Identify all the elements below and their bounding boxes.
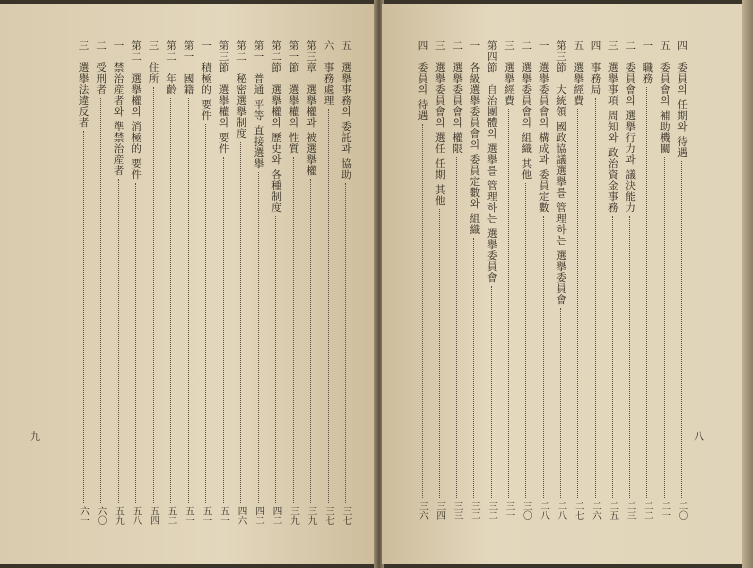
right-toc-entry-title: 三 選擧事項 周知와 政治資金事務 [606,40,619,213]
right-toc-entry-page: 二七 [572,501,584,520]
left-toc-entry-page: 六〇 [95,506,107,525]
left-toc-entry [148,40,159,525]
right-toc-entry-page: 三〇 [520,501,532,520]
left-toc-entry-title: 第一節 選擧權의 性質 [287,40,300,154]
right-toc-entry [417,40,428,520]
left-toc-entry-page: 五一 [218,506,229,525]
right-toc-leader-dots [577,109,578,498]
left-toc-entry-title: 第三節 選擧權의 要件 [217,40,230,154]
right-toc-entry [486,40,497,520]
right-toc-entry-title: 二 選擧委員會의 權限 [451,40,464,154]
right-toc-leader-dots [525,183,526,498]
page-edges [742,0,753,568]
left-page-number: 九 [30,432,40,443]
right-toc-entry [624,40,635,520]
left-toc-entry [165,40,176,525]
left-toc-entry [95,40,106,525]
left-toc-entry-page: 三九 [288,506,299,525]
right-toc-entry-page: 三六 [417,501,428,520]
right-toc-entry-page: 二五 [607,501,619,520]
right-toc-entry [520,40,531,520]
right-toc-entry [468,40,479,520]
right-toc-entry [641,40,652,520]
left-toc-entry [305,40,316,525]
right-toc-entry [451,40,462,520]
right-toc-entry-title: 第三節 大統領 國政協議選擧를 管理하는 選擧委員會 [554,40,567,305]
left-toc-leader-dots [240,142,241,503]
left-toc-entry-page: 四二 [253,506,264,525]
right-page-number: 八 [694,432,704,443]
right-toc-entry-title: 五 委員會의 補助機關 [658,40,671,154]
right-toc-entry-page: 三一 [503,501,515,520]
left-toc-entry-page: 五一 [200,506,212,525]
right-toc-entry [590,40,601,520]
left-toc-entry [200,40,211,525]
right-toc-entry-title: 二 選擧委員會의 組織 其他 [520,40,533,180]
left-toc-entry [130,40,141,525]
left-toc-entry-title: 三 住所 [147,40,160,84]
left-toc-entry-page: 五九 [113,506,124,525]
right-toc-leader-dots [491,286,492,498]
right-toc-entry-title: 三 選擧委員會의 選任 任期 其他 [433,40,446,206]
left-toc-leader-dots [345,183,346,503]
right-toc-entry-title: 一 各級選擧委員會의 委員定數와 組織 [468,40,481,235]
left-toc-entry-title: 第二 選擧權의 消極的 要件 [130,40,142,180]
left-toc-entry-title: 一 禁治産者와 準禁治産者 [112,40,125,176]
left-toc-leader-dots [188,98,189,503]
right-toc-entry-page: 三三 [451,501,463,520]
left-toc-entry-page: 六一 [78,506,89,525]
left-toc-entry [288,40,299,525]
left-toc-entry-title: 三 選擧法違反者 [77,40,90,128]
left-toc-entry-page: 三九 [305,506,317,525]
left-toc-entry [183,40,194,525]
right-toc-entry [659,40,670,520]
right-toc-leader-dots [629,216,630,498]
left-toc-entry-page: 四六 [235,506,247,525]
right-toc-entry [676,40,687,520]
left-toc-leader-dots [275,216,276,503]
left-toc-entry [323,40,334,525]
left-toc-entry [340,40,351,525]
left-toc-entry [218,40,229,525]
left-toc-leader-dots [223,157,224,503]
left-toc-entry-page: 五二 [165,506,177,525]
right-toc-entry-title: 三 選擧經費 [503,40,515,106]
left-toc-leader-dots [258,172,259,503]
left-toc-entry-page: 四二 [270,506,282,525]
right-toc-leader-dots [681,161,682,498]
left-toc-entry-title: 第二節 選擧權의 歷史와 各種制度 [270,40,282,213]
right-toc-entry [434,40,445,520]
right-toc-leader-dots [422,124,423,498]
left-toc-leader-dots [135,183,136,503]
left-toc-leader-dots [310,179,311,503]
left-toc-leader-dots [205,124,206,503]
left-toc-leader-dots [153,87,154,503]
right-toc-entry-page: 二八 [538,501,550,520]
right-toc-leader-dots [456,157,457,498]
left-toc-entry [78,40,89,525]
left-toc-entry-title: 第一 國籍 [182,40,195,95]
right-toc-entry-page: 二六 [590,501,601,520]
right-toc-entry-page: 三二 [468,501,480,520]
right-toc-entry-title: 一 選擧委員會의 構成과 委員定數 [537,40,550,213]
right-toc-entry-page: 二八 [555,501,567,520]
left-toc-leader-dots [100,98,101,503]
right-toc-entry [503,40,514,520]
right-toc-entry-title: 四 委員의 待遇 [416,40,429,121]
right-toc-leader-dots [664,157,665,498]
left-toc-entry-title: 第二 秘密選擧制度 [235,40,247,139]
right-toc-entry [538,40,549,520]
left-toc-leader-dots [170,98,171,503]
left-toc-entry-page: 三七 [340,506,352,525]
right-toc-entry-page: 二三 [624,501,636,520]
right-toc-leader-dots [612,216,613,498]
left-toc-leader-dots [293,157,294,503]
right-toc-entry-page: 二〇 [676,501,688,520]
left-toc-entry-page: 五四 [148,506,159,525]
right-toc-entry-page: 三二 [486,501,498,520]
right-toc-entry [607,40,618,520]
right-toc-leader-dots [473,238,474,498]
right-toc-entry [555,40,566,520]
right-toc-leader-dots [560,308,561,498]
right-toc-entry-page: 二二 [641,501,653,520]
left-toc-leader-dots [83,131,84,503]
right-toc-entry [572,40,583,520]
right-toc-leader-dots [646,87,647,498]
left-toc-leader-dots [118,179,119,503]
left-toc-entry [270,40,281,525]
right-toc-leader-dots [508,109,509,498]
left-toc-entry [253,40,264,525]
left-toc-entry-title: 二 受刑者 [95,40,107,95]
right-toc-entry-title: 四 委員의 任期와 待遇 [676,40,688,158]
right-toc-leader-dots [543,216,544,498]
left-toc-leader-dots [328,109,329,503]
left-toc-entry-title: 一 積極的 要件 [200,40,212,121]
left-toc-entry [113,40,124,525]
left-toc-entry [235,40,246,525]
right-toc-entry-title: 二 委員會의 選擧行力과 議決能力 [624,40,637,213]
right-toc-entry-title: 第四節 自治團體의 選擧를 管理하는 選擧委員會 [485,40,498,283]
left-toc-entry-title: 第二 年齡 [165,40,177,95]
right-toc-entry-page: 三四 [434,501,446,520]
left-toc-entry-title: 第一 普通 平等 直接選擧 [252,40,265,169]
left-toc-entry-page: 五八 [130,506,142,525]
right-toc-leader-dots [595,98,596,498]
left-toc-entry-page: 三七 [323,506,334,525]
right-toc-leader-dots [439,209,440,498]
right-toc-entry-title: 一 職務 [641,40,654,84]
right-toc-entry-page: 二一 [659,501,671,520]
left-toc-entry-title: 五 選擧事務의 委託과 協助 [340,40,352,180]
left-toc-entry-title: 第三章 選擧權과 被選擧權 [305,40,317,176]
right-toc-entry-title: 五 選擧經費 [572,40,585,106]
left-toc-entry-title: 六 事務處理 [322,40,335,106]
left-toc-entry-page: 五一 [183,506,194,525]
right-toc-entry-title: 四 事務局 [589,40,602,95]
